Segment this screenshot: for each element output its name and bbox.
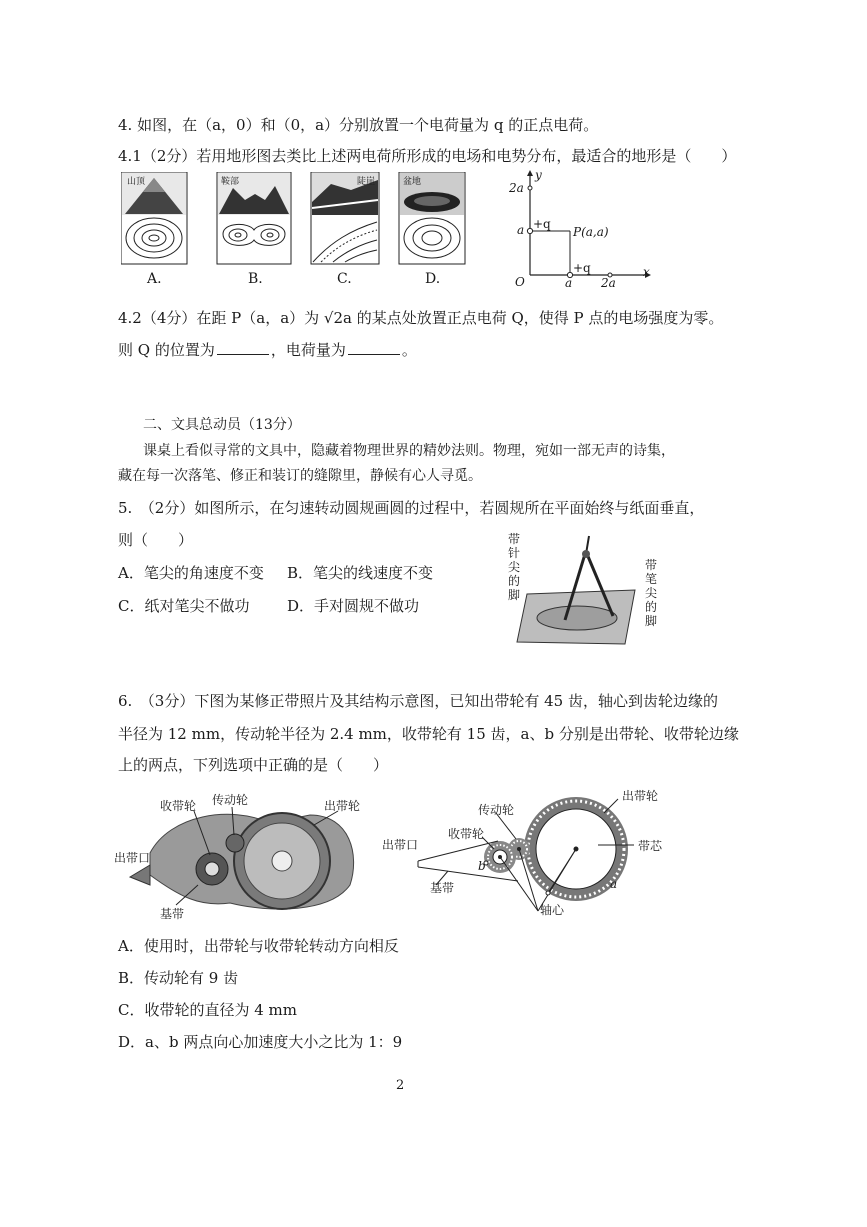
needle-foot-char: 针: [508, 546, 521, 560]
section-intro-2: 藏在每一次落笔、修正和装订的缝隙里，静候有心人寻觅。: [118, 468, 482, 484]
drive-wheel-photo: [226, 834, 244, 852]
charge-on-y: [527, 228, 532, 233]
pencil-foot-char: 带: [645, 558, 658, 572]
pencil-foot-label: [645, 558, 659, 628]
point-a: [546, 891, 550, 895]
q6-option-d[interactable]: D．a、b 两点向心加速度大小之比为 1：9: [118, 1033, 403, 1051]
terrain-d-tag: 盆地: [403, 177, 422, 187]
q6-stem-1: 6. （3分）下图为某修正带照片及其结构示意图，已知出带轮有 45 齿，轴心到齿轮边缘的: [118, 692, 718, 710]
terrain-b-tag: 鞍部: [221, 177, 240, 187]
compass-hinge: [582, 550, 590, 558]
section-intro-1: 课桌上看似寻常的文具中，隐藏着物理世界的精妙法则。物理，宛如一部无声的诗集，: [143, 443, 675, 459]
charge-x-label: +q: [573, 261, 591, 275]
tape-mouth: [130, 865, 150, 885]
q5-option-a[interactable]: A．笔尖的角速度不变: [118, 564, 264, 582]
q4-2-position-prompt: 则 Q 的位置为: [118, 341, 215, 359]
diagram-core-label: 带芯: [638, 839, 663, 853]
q4-1-stem: 4.1（2分）若用地形图去类比上述两电荷所形成的电场和电势分布，最适合的地形是（ ）: [118, 147, 737, 165]
option-c-label: C.: [337, 271, 352, 287]
photo-out-label: 出带轮: [324, 799, 361, 813]
drawn-circle: [537, 606, 617, 630]
photo-base-label: 基带: [160, 907, 185, 921]
diagram-base-label: 基带: [430, 881, 455, 895]
origin-label: O: [515, 275, 525, 289]
y-arrow-icon: [527, 170, 533, 176]
tick-2a-y: [528, 186, 532, 190]
photo-receive-label: 收带轮: [160, 799, 197, 813]
q6-option-b[interactable]: B．传动轮有 9 齿: [118, 969, 239, 987]
out-wheel-hub: [272, 851, 292, 871]
q5-option-c[interactable]: C．纸对笔尖不做功: [118, 597, 250, 615]
diagram-drive-label: 传动轮: [478, 803, 515, 817]
tape-photo: [110, 785, 370, 925]
x-2a-label: 2a: [601, 276, 616, 290]
pencil-foot-char: 笔: [645, 572, 658, 586]
pencil-foot-char: 脚: [645, 614, 658, 628]
section-title: 二、文具总动员（13分）: [143, 417, 301, 433]
q5-option-b[interactable]: B．笔尖的线速度不变: [287, 564, 434, 582]
tape-structure-diagram: [378, 783, 678, 923]
q5-stem-1: 5. （2分）如图所示，在匀速转动圆规画圆的过程中，若圆规所在平面始终与纸面垂直，: [118, 499, 705, 517]
option-d-label: D.: [425, 271, 441, 287]
diagram-point-b-label: b: [478, 859, 486, 873]
point-p-label: P(a,a): [573, 225, 609, 239]
x-a-label: a: [565, 276, 573, 290]
needle-foot-char: 尖: [508, 560, 521, 574]
needle-foot-char: 脚: [508, 588, 521, 602]
y-axis-label: y: [535, 168, 542, 182]
q4-2-end: 。: [401, 341, 417, 359]
needle-foot-char: 带: [508, 532, 521, 546]
y-2a-label: 2a: [509, 181, 524, 195]
diagram-mouth-label: 出带口: [382, 838, 419, 852]
y-a-label: a: [517, 223, 525, 237]
photo-drive-label: 传动轮: [212, 793, 249, 807]
charge-y-label: +q: [533, 217, 551, 231]
pencil-foot-char: 的: [645, 600, 658, 614]
q4-2-answer-line: [118, 340, 417, 360]
coordinate-diagram: [505, 168, 655, 293]
q5-option-d[interactable]: D．手对圆规不做功: [287, 597, 420, 615]
diagram-axle-label: 轴心: [540, 903, 565, 917]
x-axis-label: x: [643, 265, 650, 279]
terrain-c-tag: 陡崖: [357, 177, 376, 187]
diagram-point-a-label: a: [610, 877, 618, 891]
pencil-foot-char: 尖: [645, 586, 658, 600]
compass-svg: [505, 532, 665, 652]
diagram-receive-label: 收带轮: [448, 827, 485, 841]
charge-blank[interactable]: [348, 340, 400, 355]
page-number: 2: [396, 1078, 405, 1093]
needle-foot-char: 的: [508, 574, 521, 588]
option-a-label: A.: [147, 271, 162, 287]
q5-stem-2: 则（ ）: [118, 531, 194, 549]
q6-stem-2: 半径为 12 mm，传动轮半径为 2.4 mm，收带轮有 15 齿，a、b 分别是出带轮、收带轮边缘: [118, 725, 739, 743]
option-b-label: B.: [248, 271, 263, 287]
diagram-out-label: 出带轮: [622, 789, 659, 803]
tape-structure-svg: [378, 783, 678, 923]
q4-2-stem: 4.2（4分）在距 P（a，a）为 √2a 的某点处放置正点电荷 Q，使得 P 点的电场强度为零。: [118, 309, 724, 327]
q4-stem: 4. 如图，在（a，0）和（0，a）分别放置一个电荷量为 q 的正点电荷。: [118, 116, 599, 134]
q6-option-c[interactable]: C．收带轮的直径为 4 mm: [118, 1001, 298, 1019]
compass-figure: [505, 532, 665, 652]
terrain-figures: [121, 172, 487, 290]
needle-foot-label: [508, 532, 522, 602]
q6-stem-3: 上的两点，下列选项中正确的是（ ）: [118, 756, 389, 774]
terrain-a-tag: 山顶: [127, 177, 146, 187]
receive-wheel-hub: [205, 862, 219, 876]
q6-option-a[interactable]: A．使用时，出带轮与收带轮转动方向相反: [118, 937, 399, 955]
photo-mouth-label: 出带口: [114, 851, 151, 865]
position-blank[interactable]: [217, 340, 269, 355]
q4-2-charge-prompt: ，电荷量为: [270, 341, 346, 359]
